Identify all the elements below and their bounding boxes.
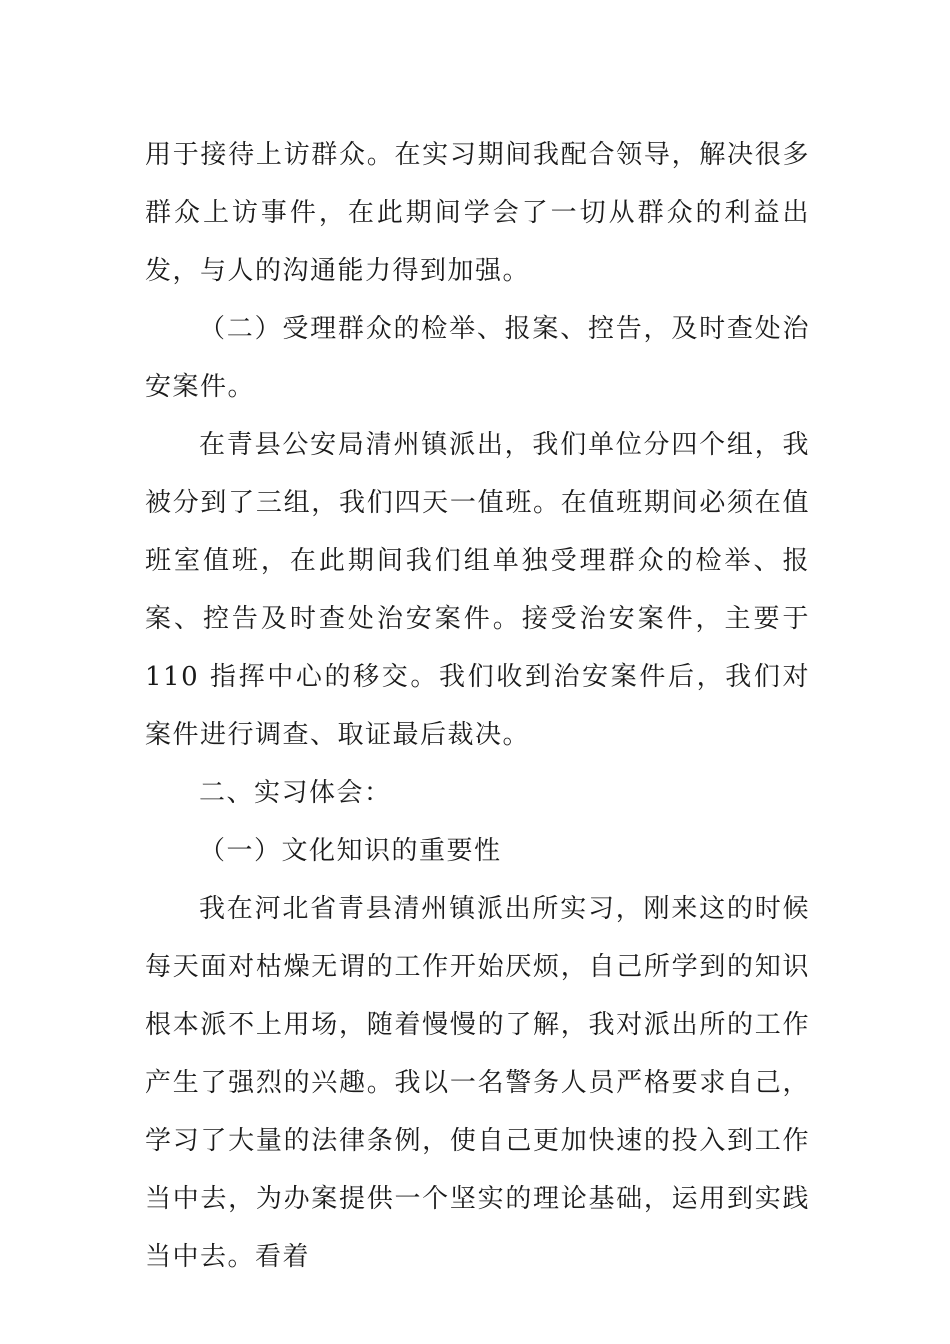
- paragraph-reception: 用于接待上访群众。在实习期间我配合领导，解决很多群众上访事件，在此期间学会了一切从群众的利益出发，与人的沟通能力得到加强。: [145, 140, 810, 286]
- heading-cultural-knowledge: （一）文化知识的重要性: [199, 836, 502, 866]
- paragraph-knowledge-importance: 我在河北省青县清州镇派出所实习，刚来这的时候每天面对枯燥无谓的工作开始厌烦，自己所学到的知识根本派不上用场，随着慢慢的了解，我对派出所的工作产生了强烈的兴趣。我以一名警务人员严格要求自己，学习了大量的法律条例，使自己更加快速的投入到工作当中去，为办案提供一个坚实的理论基础，运用到实践当中去。看着: [145, 894, 810, 1272]
- paragraph-case-handling: 在青县公安局清州镇派出，我们单位分四个组，我被分到了三组，我们四天一值班。在值班期间必须在值班室值班，在此期间我们组单独受理群众的检举、报案、控告及时查处治安案件。接受治安案件，主要于 110 指挥中心的移交。我们收到治安案件后，我们对案件进行调查、取证最后裁决。: [145, 430, 810, 750]
- heading-internship-experience: 二、实习体会：: [199, 778, 392, 808]
- document-body: [145, 126, 810, 1286]
- heading-section-2-sub-2: （二）受理群众的检举、报案、控告，及时查处治安案件。: [145, 314, 810, 402]
